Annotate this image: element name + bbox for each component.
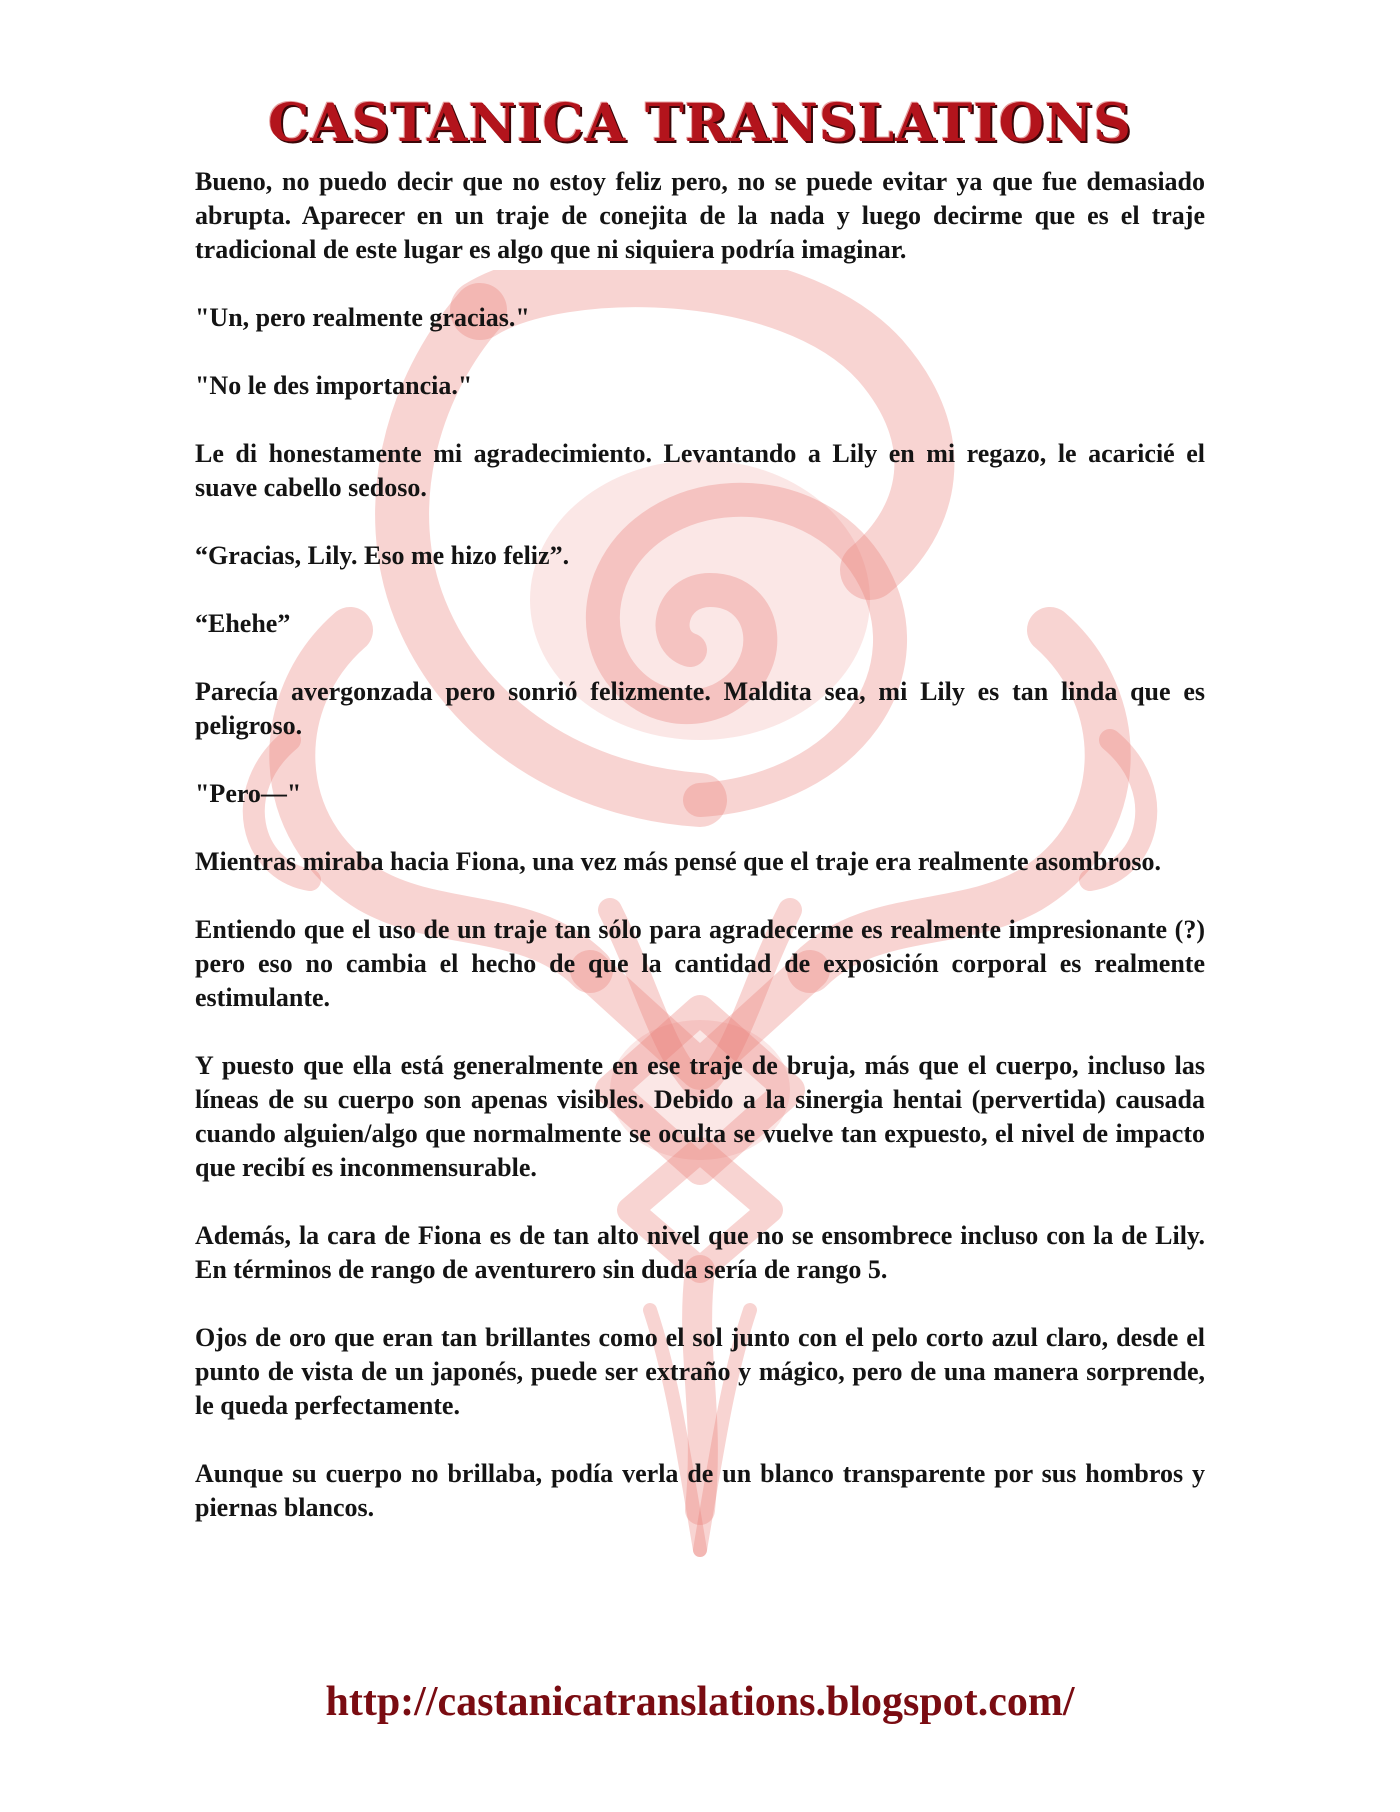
article-body <box>195 165 1205 1559</box>
paragraph: Le di honestamente mi agradecimiento. Levantando a Lily en mi regazo, le acaricié el suave cabello sedoso. <box>195 439 1205 502</box>
paragraph: Además, la cara de Fiona es de tan alto nivel que no se ensombrece incluso con la de Lily. En términos de rango de aventurero sin duda sería de rango 5. <box>195 1221 1205 1284</box>
paragraph: Bueno, no puedo decir que no estoy feliz pero, no se puede evitar ya que fue demasiado abrupta. Aparecer en un traje de conejita de la nada y luego decirme que es el traje tradicional de este lugar es algo que ni siquiera podría imaginar. <box>195 167 1205 264</box>
paragraph: “Gracias, Lily. Eso me hizo feliz”. <box>195 541 570 570</box>
paragraph: “Ehehe” <box>195 609 291 638</box>
paragraph: "Un, pero realmente gracias." <box>195 303 530 332</box>
paragraph: Ojos de oro que eran tan brillantes como el sol junto con el pelo corto azul claro, desde el punto de vista de un japonés, puede ser extraño y mágico, pero de una manera sorprende, le queda perfectamente. <box>195 1323 1205 1420</box>
paragraph: Parecía avergonzada pero sonrió felizmente. Maldita sea, mi Lily es tan linda que es peligroso. <box>195 677 1205 740</box>
paragraph: "No le des importancia." <box>195 371 473 400</box>
paragraph: "Pero—" <box>195 779 302 808</box>
site-title: CASTANICA TRANSLATIONS <box>268 93 1132 154</box>
blog-url-link[interactable]: http://castanicatranslations.blogspot.com/ <box>325 1679 1075 1725</box>
paragraph: Mientras miraba hacia Fiona, una vez más pensé que el traje era realmente asombroso. <box>195 847 1161 876</box>
paragraph: Entiendo que el uso de un traje tan sólo para agradecerme es realmente impresionante (?) pero eso no cambia el hecho de que la cantidad de exposición corporal es realmente estimulante. <box>195 915 1205 1012</box>
page-header <box>0 88 1400 160</box>
paragraph: Y puesto que ella está generalmente en ese traje de bruja, más que el cuerpo, incluso las líneas de su cuerpo son apenas visibles. Debido a la sinergia hentai (pervertida) causada cuando alguien/algo que normalmente se oculta se vuelve tan expuesto, el nivel de impacto que recibí es inconmensurable. <box>195 1051 1205 1182</box>
page-footer <box>0 1678 1400 1726</box>
paragraph: Aunque su cuerpo no brillaba, podía verla de un blanco transparente por sus hombros y piernas blancos. <box>195 1459 1205 1522</box>
